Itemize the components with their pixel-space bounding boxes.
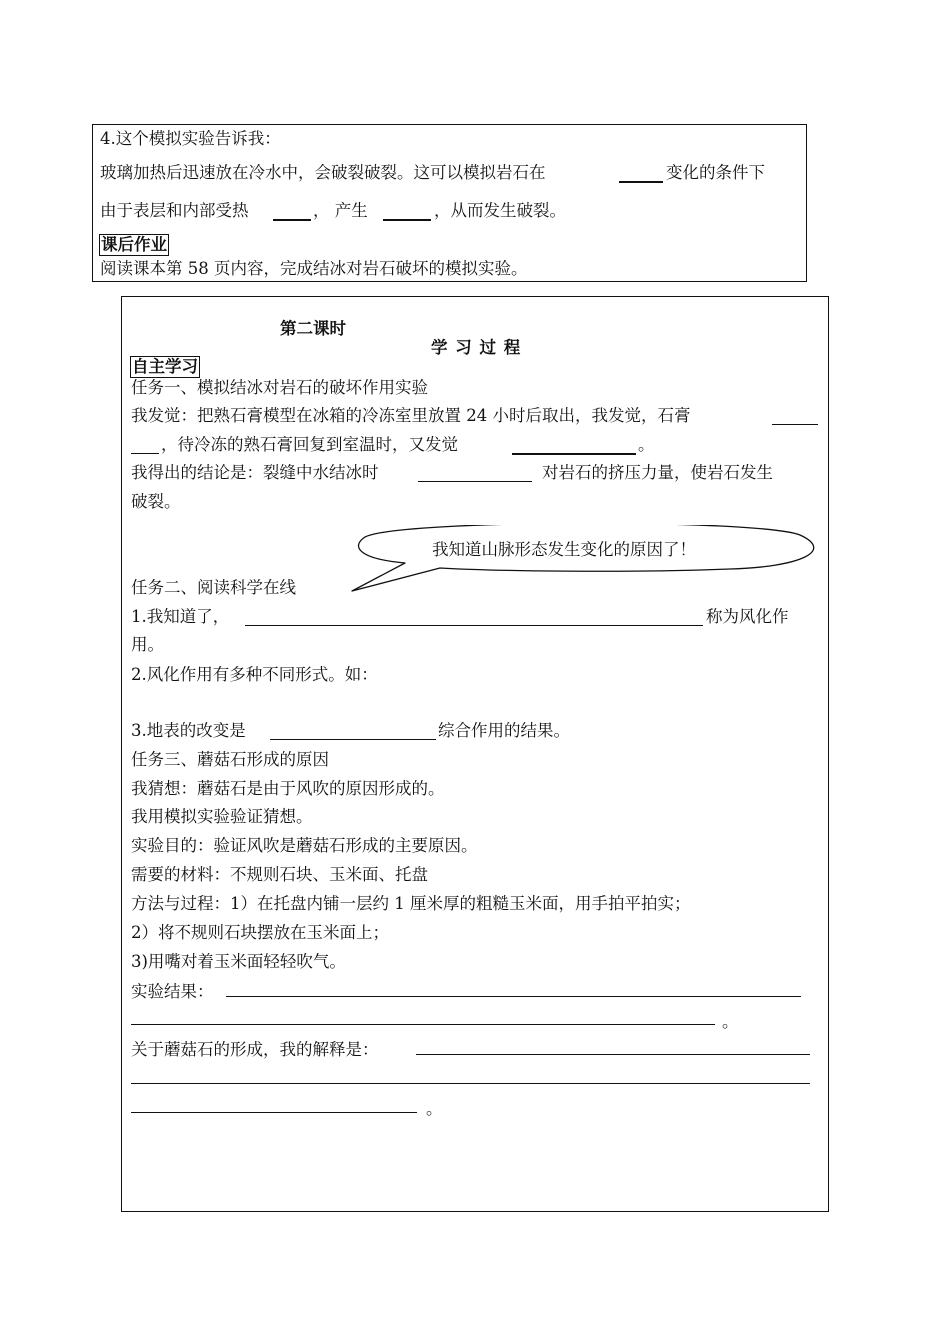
- blank-surface[interactable]: [270, 739, 436, 740]
- task3-result-label: 实验结果：: [131, 982, 214, 1001]
- task2-q1a: 1.我知道了，: [131, 607, 230, 626]
- s1-line2b: 变化的条件下: [666, 163, 765, 182]
- blank-plaster-2[interactable]: [131, 453, 159, 454]
- blank-condition[interactable]: [619, 181, 663, 183]
- explain-period: 。: [426, 1099, 443, 1118]
- s1-line2a: 玻璃加热后迅速放在冷水中，会破裂破裂。这可以模拟岩石在: [100, 163, 546, 182]
- task2-q2: 2.风化作用有多种不同形式。如：: [131, 665, 378, 684]
- blank-explain-2[interactable]: [131, 1083, 810, 1084]
- task3-materials: 需要的材料：不规则石块、玉米面、托盘: [131, 865, 428, 884]
- task3-method3: 3)用嘴对着玉米面轻轻吹气。: [131, 952, 346, 971]
- task1-line4: 破裂。: [131, 492, 181, 511]
- blank-heat[interactable]: [273, 219, 311, 221]
- s1-line3c: ，从而发生破裂。: [434, 201, 566, 220]
- task3-explain-label: 关于蘑菇石的形成，我的解释是：: [131, 1040, 379, 1059]
- task1-line3b: 对岩石的挤压力量，使岩石发生: [542, 463, 773, 482]
- task2-q3a: 3.地表的改变是: [131, 721, 246, 740]
- self-study-header: 自主学习: [132, 357, 198, 376]
- blank-observe[interactable]: [512, 453, 636, 455]
- task3-verify: 我用模拟实验验证猜想。: [131, 807, 313, 826]
- blank-result-2[interactable]: [131, 1024, 715, 1025]
- task1-title: 任务一、模拟结冰对岩石的破坏作用实验: [131, 378, 428, 397]
- task2-q1b: 称为风化作: [706, 607, 789, 626]
- task2-q3b: 综合作用的结果。: [438, 721, 570, 740]
- blank-weathering[interactable]: [245, 625, 703, 626]
- task2-title: 任务二、阅读科学在线: [131, 578, 296, 597]
- task3-title: 任务三、蘑菇石形成的原因: [131, 750, 329, 769]
- s1-line1: 4.这个模拟实验告诉我：: [100, 129, 281, 148]
- task3-method2: 2）将不规则石块摆放在玉米面上；: [131, 923, 389, 942]
- task3-purpose: 实验目的：验证风吹是蘑菇石形成的主要原因。: [131, 836, 478, 855]
- s1-line3b: ， 产生: [313, 201, 368, 220]
- blank-explain-1[interactable]: [416, 1054, 810, 1055]
- process-title: 学 习 过 程: [431, 338, 522, 357]
- homework-text: 阅读课本第 58 页内容，完成结冰对岩石破坏的模拟实验。: [100, 259, 528, 278]
- blank-result-1[interactable]: [226, 996, 801, 997]
- blank-freeze[interactable]: [418, 481, 532, 482]
- blank-explain-3[interactable]: [131, 1112, 417, 1113]
- task1-line2: ，待冷冻的熟石膏回复到室温时，又发觉: [161, 435, 458, 454]
- task1-line2-end: 。: [638, 435, 655, 454]
- blank-produce[interactable]: [383, 219, 431, 221]
- task1-line1: 我发觉：把熟石膏模型在冰箱的冷冻室里放置 24 小时后取出，我发觉，石膏: [131, 406, 691, 425]
- bubble-text: 我知道山脉形态发生变化的原因了！: [432, 540, 696, 559]
- result-period: 。: [722, 1012, 739, 1031]
- lesson-title: 第二课时: [280, 319, 346, 338]
- s1-line3a: 由于表层和内部受热: [100, 201, 249, 220]
- homework-header: 课后作业: [101, 235, 167, 254]
- blank-plaster-1[interactable]: [772, 424, 818, 425]
- task3-method1: 方法与过程：1）在托盘内铺一层约 1 厘米厚的粗糙玉米面，用手拍平拍实；: [131, 894, 691, 913]
- task2-q1c: 用。: [131, 635, 164, 654]
- task3-guess: 我猜想：蘑菇石是由于风吹的原因形成的。: [131, 779, 445, 798]
- task1-line3a: 我得出的结论是：裂缝中水结冰时: [131, 463, 379, 482]
